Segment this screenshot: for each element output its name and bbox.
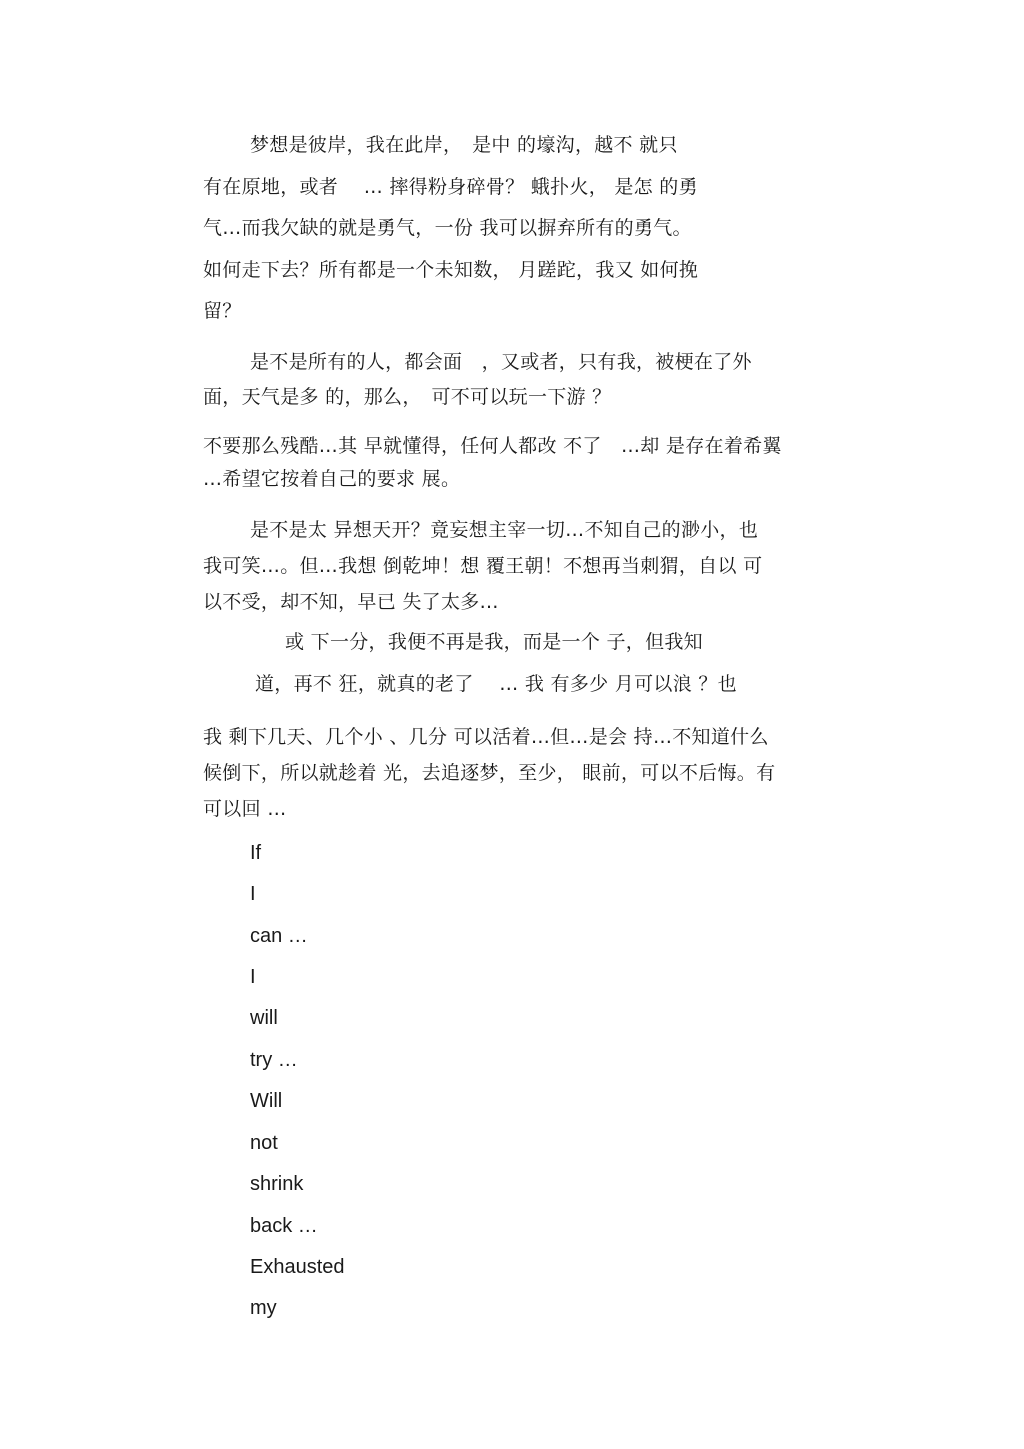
english-line: shrink (250, 1173, 304, 1195)
english-line: I (250, 966, 256, 988)
text-line: 梦想是彼岸，我在此岸， 是中 的壕沟，越不 就只 (250, 134, 678, 156)
text-line: 是不是太 异想天开？竟妄想主宰一切…不知自己的渺小，也 (250, 519, 759, 541)
text-line: 不要那么残酷…其 早就懂得，任何人都改 不了 …却 是存在着希翼 (203, 435, 782, 457)
text-line: 可以回 … (203, 798, 287, 820)
text-line: 气…而我欠缺的就是勇气，一份 我可以摒弃所有的勇气。 (203, 217, 692, 239)
text-line: 我 剩下几天、几个小 、几分 可以活着…但…是会 持…不知道什么 (203, 726, 769, 748)
text-line: …希望它按着自己的要求 展。 (203, 468, 461, 490)
english-line: try … (250, 1049, 298, 1071)
english-line: If (250, 842, 262, 864)
text-line: 候倒下，所以就趁着 光，去追逐梦，至少， 眼前，可以不后悔。有 (203, 762, 776, 784)
english-line: Will (250, 1090, 283, 1112)
text-line: 道，再不 狂，就真的老了 … 我 有多少 月可以浪 ？也 (255, 673, 737, 695)
english-line: back … (250, 1215, 318, 1237)
english-line: my (250, 1297, 277, 1319)
text-line: 留？ (203, 300, 242, 322)
english-line: will (250, 1007, 278, 1029)
text-line: 我可笑…。但…我想 倒乾坤！想 覆王朝！不想再当刺猬，自以 可 (203, 555, 763, 577)
english-line: I (250, 883, 256, 905)
text-line: 有在原地，或者 … 摔得粉身碎骨？ 蛾扑火， 是怎 的勇 (203, 176, 698, 198)
english-line: Exhausted (250, 1256, 345, 1278)
english-line: can … (250, 925, 308, 947)
text-line: 以不受，却不知，早已 失了太多… (203, 591, 499, 613)
text-line: 面，天气是多 的，那么， 可不可以玩一下游 ？ (203, 386, 612, 408)
text-line: 是不是所有的人，都会面 ，又或者，只有我，被梗在了外 (250, 351, 752, 373)
english-line: not (250, 1132, 278, 1154)
text-line: 如何走下去？所有都是一个未知数， 月蹉跎，我又 如何挽 (203, 259, 699, 281)
text-line: 或 下一分，我便不再是我，而是一个 子，但我知 (285, 631, 703, 653)
